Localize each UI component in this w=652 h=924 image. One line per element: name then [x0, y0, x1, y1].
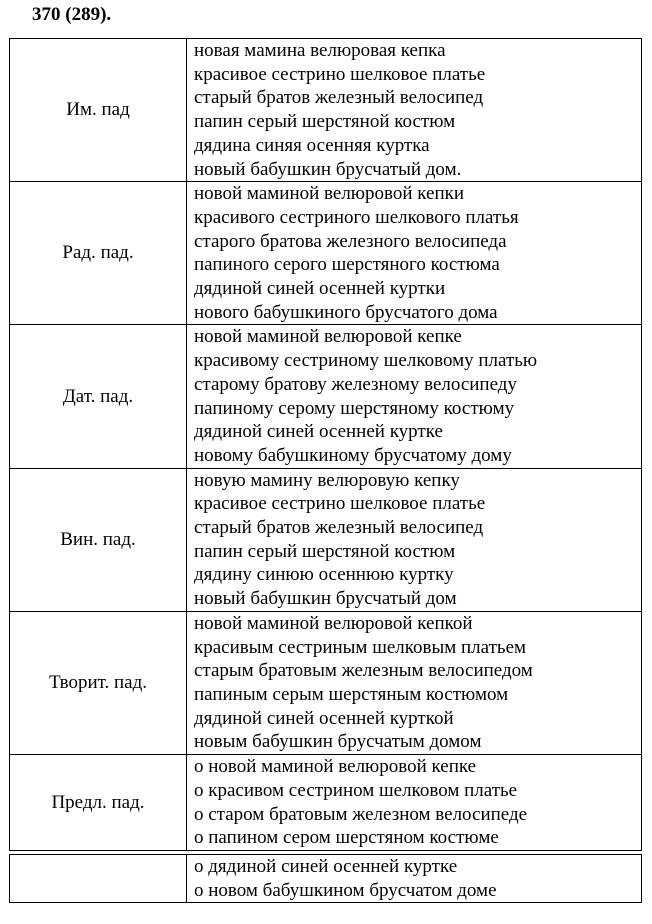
form-line: красивое сестрино шелковое платье	[194, 493, 486, 515]
table-row-prepositional	[10, 755, 642, 851]
case-label	[10, 855, 187, 903]
form-line: красивому сестриному шелковому платью	[194, 350, 538, 372]
declension-table-continuation	[9, 854, 642, 903]
form-line: новым бабушкин брусчатым домом	[194, 731, 482, 753]
form-line: новой маминой велюровой кепке	[194, 326, 462, 348]
form-line: папин серый шерстяной костюм	[194, 540, 456, 562]
case-label: Дат. пад.	[10, 325, 187, 468]
forms-cell	[187, 182, 642, 325]
forms-cell	[187, 39, 642, 182]
form-line: о папином сером шерстяном костюме	[194, 827, 499, 849]
form-line: о красивом сестрином шелковом платье	[194, 779, 518, 801]
table-row-nominative	[10, 39, 642, 182]
form-line: красивого сестриного шелкового платья	[194, 206, 519, 228]
form-line: нового бабушкиного брусчатого дома	[194, 301, 498, 323]
task-number: 370 (289).	[32, 4, 112, 25]
table-row-genitive	[10, 182, 642, 325]
table-row-dative	[10, 325, 642, 468]
form-line: старый братов железный велосипед	[194, 87, 484, 109]
case-label: Им. пад	[10, 39, 187, 182]
form-line: о дядиной синей осенней куртке	[194, 856, 458, 877]
form-line: новый бабушкин брусчатый дом.	[194, 158, 462, 180]
form-line: дядиной синей осенней курткой	[194, 707, 454, 729]
forms-cell	[187, 325, 642, 468]
form-line: старому братову железному велосипеду	[194, 373, 517, 395]
form-line: новой маминой велюровой кепки	[194, 183, 465, 205]
form-line: новая мамина велюровая кепка	[194, 40, 446, 61]
form-line: новую мамину велюровую кепку	[194, 469, 460, 491]
case-label: Творит. пад.	[10, 611, 187, 754]
case-label: Вин. пад.	[10, 468, 187, 611]
table-row-instrumental	[10, 611, 642, 754]
forms-cell	[187, 468, 642, 611]
table-row-accusative	[10, 468, 642, 611]
forms-cell	[187, 611, 642, 754]
form-line: новый бабушкин брусчатый дом	[194, 588, 457, 610]
form-line: папиного серого шерстяного костюма	[194, 254, 500, 276]
form-line: новой маминой велюровой кепкой	[194, 612, 473, 634]
forms-cell	[187, 755, 642, 851]
form-line: дядиной синей осенней куртки	[194, 278, 446, 300]
form-line: красивым сестриным шелковым платьем	[194, 636, 527, 658]
case-label: Рад. пад.	[10, 182, 187, 325]
form-line: старым братовым железным велосипедом	[194, 660, 533, 682]
declension-table	[9, 38, 642, 851]
forms-cell	[187, 855, 642, 903]
form-line: новому бабушкиному брусчатому дому	[194, 444, 512, 466]
form-line: папин серый шерстяной костюм	[194, 111, 456, 133]
case-label: Предл. пад.	[10, 755, 187, 851]
form-line: папиным серым шерстяным костюмом	[194, 683, 509, 705]
form-line: о новом бабушкином брусчатом доме	[194, 879, 497, 901]
form-line: старый братов железный велосипед	[194, 517, 484, 539]
form-line: папиному серому шерстяному костюму	[194, 397, 515, 419]
form-line: дядину синюю осеннюю куртку	[194, 564, 454, 586]
form-line: о новой маминой велюровой кепке	[194, 756, 477, 778]
form-line: о старом братовым железном велосипеде	[194, 803, 528, 825]
table-row-prepositional-continued	[10, 855, 642, 903]
form-line: дядина синяя осенняя куртка	[194, 134, 430, 156]
form-line: красивое сестрино шелковое платье	[194, 63, 486, 85]
form-line: дядиной синей осенней куртке	[194, 421, 443, 443]
form-line: старого братова железного велосипеда	[194, 230, 507, 252]
